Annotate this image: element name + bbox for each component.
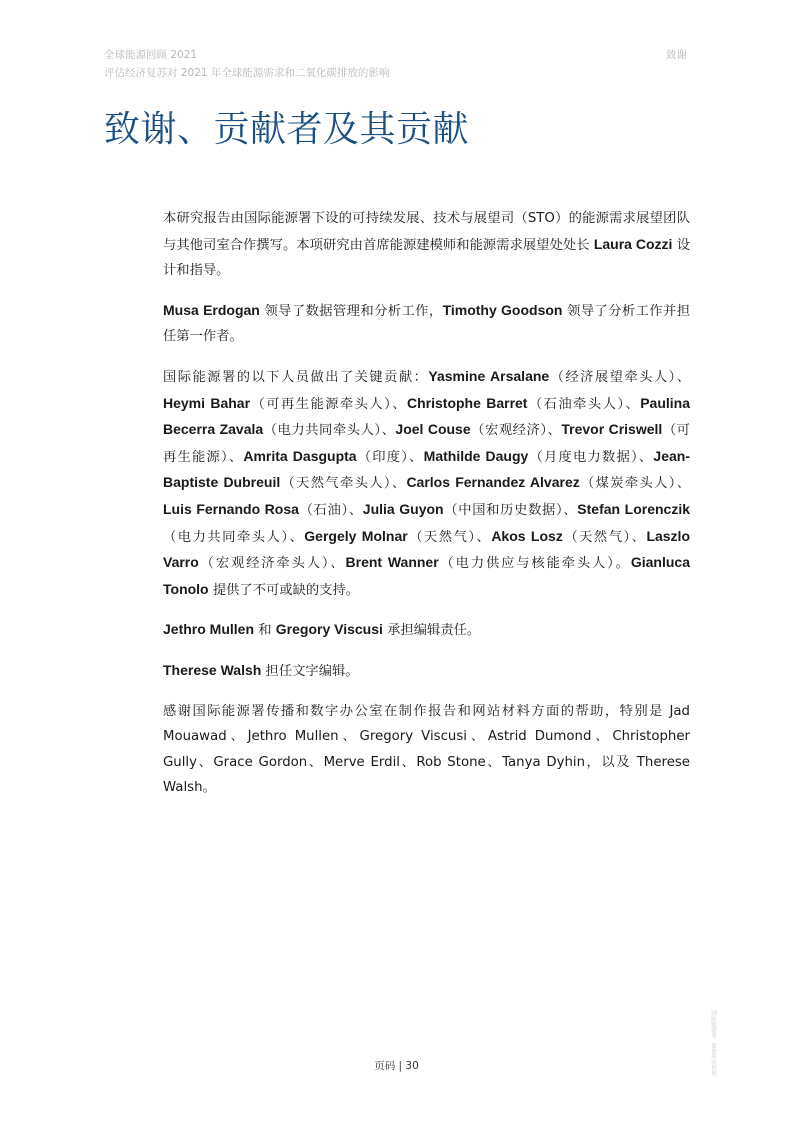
text-run: （可再生能源）、 [163, 423, 690, 465]
text-run: （石油）、 [298, 502, 363, 518]
report-subtitle: 评估经济复苏对 2021 年全球能源需求和二氧化碳排放的影响 [104, 67, 390, 79]
person-name: Luis Fernando Rosa [163, 500, 299, 517]
person-name: Stefan Lorenczik [577, 500, 690, 517]
report-title: 全球能源回顾 2021 [104, 49, 198, 61]
person-name: Jethro Mullen [163, 621, 255, 638]
running-header [104, 46, 389, 82]
person-name: Amrita Dasgupta [243, 447, 357, 464]
page-number: 30 [405, 1060, 419, 1072]
page-label: 页码 | [374, 1060, 406, 1072]
person-name: Trevor Criswell [561, 421, 663, 438]
page-footer [0, 1058, 793, 1073]
person-name: Brent Wanner [345, 554, 439, 571]
paragraph [163, 617, 690, 644]
person-name: Jean-Baptiste Dubreuil [163, 447, 690, 491]
text-run: （可再生能源牵头人）、 [250, 396, 407, 412]
copyright-note: 国际能源署。保留所有权利。 [710, 1010, 716, 1082]
person-name: Yasmine Arsalane [428, 367, 550, 384]
text-run: （电力共同牵头人）、 [163, 529, 305, 545]
person-name: Heymi Bahar [163, 394, 251, 411]
text-run: （月度电力数据）、 [528, 449, 654, 465]
text-run: （电力供应与核能牵头人）。 [438, 556, 631, 572]
person-name: Paulina Becerra Zavala [163, 394, 690, 438]
person-name: Akos Losz [491, 527, 563, 544]
person-name: Christophe Barret [407, 394, 528, 411]
section-name: 致谢 [666, 49, 687, 61]
paragraph [163, 206, 690, 284]
text-run: （电力共同牵头人）、 [263, 423, 396, 439]
paragraph [163, 298, 690, 350]
text-run: 本研究报告由国际能源署下设的可持续发展、技术与展望司（STO）的能源需求展望团队与其他司室合作撰写。本项研究由首席能源建模师和能源需求展望处处长 [163, 211, 690, 253]
text-run: 领导了分析工作并担任第一作者。 [163, 303, 690, 345]
person-name: Joel Couse [395, 421, 471, 438]
person-name: Laura Cozzi [593, 235, 673, 252]
text-run: 提供了不可或缺的支持。 [208, 582, 360, 598]
text-run: （天然气）、 [562, 529, 647, 545]
text-run: （印度）、 [356, 449, 424, 465]
text-run: （中国和历史数据）、 [443, 502, 578, 518]
paragraph [163, 658, 690, 685]
text-run: （天然气）、 [407, 529, 492, 545]
text-run: 承担编辑责任。 [382, 623, 481, 639]
body-text [163, 206, 690, 815]
person-name: Gianluca Tonolo [163, 554, 690, 597]
text-run: （煤炭牵头人）、 [579, 476, 691, 492]
text-run: （经济展望牵头人）、 [549, 369, 691, 385]
paragraph [163, 364, 690, 603]
person-name: Musa Erdogan [163, 301, 260, 318]
text-run: 和 [254, 623, 276, 639]
person-name: Laszlo Varro [163, 527, 691, 571]
text-run: 担任文字编辑。 [261, 663, 359, 679]
text-run: （宏观经济）、 [470, 423, 562, 439]
person-name: Carlos Fernandez Alvarez [406, 474, 580, 491]
person-name: Gregory Viscusi [275, 621, 383, 638]
text-run: 设计和指导。 [163, 237, 690, 279]
text-run: 领导了数据管理和分析工作， [259, 303, 443, 319]
text-run: （石油牵头人）、 [527, 396, 641, 412]
text-run: 感谢国际能源署传播和数字办公室在制作报告和网站材料方面的帮助，特别是 Jad Mouawad、Jethro Mullen、Gregory Viscusi、Astrid Dumond、Christopher Gully、Grace Gordon、Merve Erdil、Rob Stone、Tanya Dyhin，以及 Therese Walsh。 [163, 703, 690, 796]
text-run: 国际能源署的以下人员做出了关键贡献： [163, 369, 429, 385]
paragraph [163, 699, 690, 801]
person-name: Mathilde Daugy [423, 447, 529, 464]
person-name: Therese Walsh [163, 661, 262, 678]
person-name: Timothy Goodson [442, 301, 563, 318]
person-name: Julia Guyon [362, 500, 444, 517]
text-run: （天然气牵头人）、 [280, 476, 407, 492]
page-title: 致谢、贡献者及其贡献 [104, 109, 470, 150]
person-name: Gergely Molnar [304, 527, 408, 544]
text-run: （宏观经济牵头人）、 [198, 556, 346, 572]
